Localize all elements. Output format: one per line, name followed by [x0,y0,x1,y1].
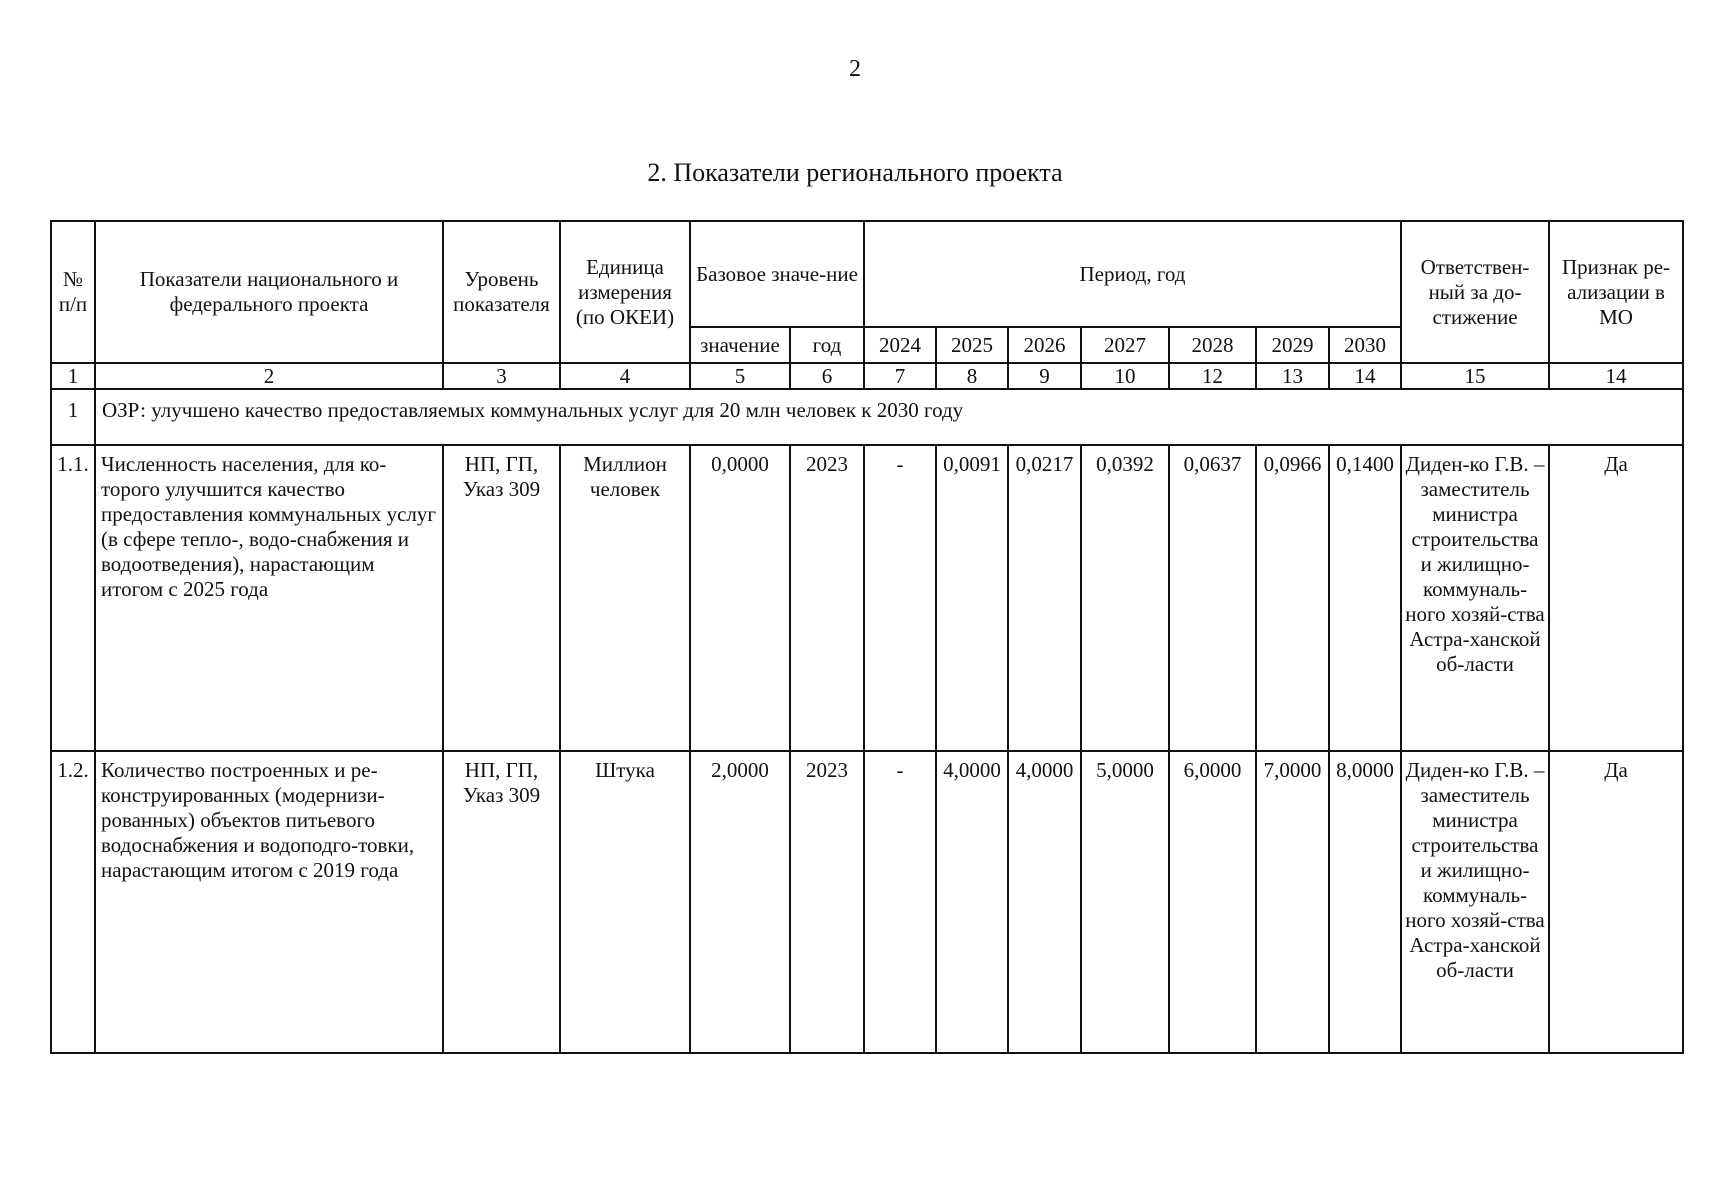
goal-text: ОЗР: улучшено качество предоставляемых коммунальных услуг для 20 млн человек к 2030 году [95,389,1683,445]
header-year: 2026 [1008,327,1081,363]
row-base-value: 0,0000 [690,445,790,751]
column-number: 2 [95,363,443,389]
column-number: 4 [560,363,690,389]
row-year-value: 5,0000 [1081,751,1169,1053]
header-year: 2024 [864,327,936,363]
column-number: 12 [1169,363,1256,389]
row-level: НП, ГП, Указ 309 [443,751,560,1053]
indicators-table-wrapper [50,220,1684,1054]
row-base-year: 2023 [790,445,864,751]
row-level: НП, ГП, Указ 309 [443,445,560,751]
row-mo: Да [1549,751,1683,1053]
header-mo: Признак ре-ализации в МО [1549,221,1683,363]
header-level: Уровень показателя [443,221,560,363]
header-period: Период, год [864,221,1401,327]
row-unit: Штука [560,751,690,1053]
indicators-table [50,220,1684,1054]
column-number-row [51,363,1683,389]
column-number: 14 [1549,363,1683,389]
row-year-value: 0,0637 [1169,445,1256,751]
row-base-value: 2,0000 [690,751,790,1053]
row-year-value: 0,0091 [936,445,1008,751]
header-year: 2028 [1169,327,1256,363]
page-number: 2 [849,56,861,82]
row-responsible: Диден-ко Г.В. – заместитель министра строительства и жилищно-коммуналь-ного хозяй-ства Астра-ханской об-ласти [1401,445,1549,751]
column-number: 5 [690,363,790,389]
header-year: 2025 [936,327,1008,363]
row-num: 1.2. [51,751,95,1053]
row-year-value: 0,0966 [1256,445,1329,751]
header-base-value: значение [690,327,790,363]
header-base-year: год [790,327,864,363]
header-responsible: Ответствен-ный за до-стижение [1401,221,1549,363]
row-base-year: 2023 [790,751,864,1053]
table-row [51,751,1683,1053]
goal-num: 1 [51,389,95,445]
header-num: № п/п [51,221,95,363]
column-number: 13 [1256,363,1329,389]
row-year-value: - [864,445,936,751]
table-row [51,445,1683,751]
column-number: 8 [936,363,1008,389]
row-year-value: 8,0000 [1329,751,1401,1053]
row-mo: Да [1549,445,1683,751]
section-title: 2. Показатели регионального проекта [647,158,1063,187]
row-indicator: Количество построенных и ре-конструированных (модернизи-рованных) объектов питьевого водоснабжения и водоподго-товки, нарастающим итогом с 2019 года [95,751,443,1053]
row-year-value: 4,0000 [1008,751,1081,1053]
header-row-main [51,221,1683,327]
row-year-value: - [864,751,936,1053]
column-number: 3 [443,363,560,389]
row-num: 1.1. [51,445,95,751]
row-year-value: 6,0000 [1169,751,1256,1053]
header-indicator: Показатели национального и федерального проекта [95,221,443,363]
row-unit: Миллион человек [560,445,690,751]
column-number: 9 [1008,363,1081,389]
column-number: 6 [790,363,864,389]
row-responsible: Диден-ко Г.В. – заместитель министра строительства и жилищно-коммуналь-ного хозяй-ства Астра-ханской об-ласти [1401,751,1549,1053]
header-base: Базовое значе-ние [690,221,864,327]
header-year: 2029 [1256,327,1329,363]
row-year-value: 0,1400 [1329,445,1401,751]
row-indicator: Численность населения, для ко-торого улучшится качество предоставления коммунальных услуг (в сфере тепло-, водо-снабжения и водоотведения), нарастающим итогом с 2025 года [95,445,443,751]
column-number: 15 [1401,363,1549,389]
row-year-value: 7,0000 [1256,751,1329,1053]
row-year-value: 0,0217 [1008,445,1081,751]
row-year-value: 4,0000 [936,751,1008,1053]
goal-row [51,389,1683,445]
row-year-value: 0,0392 [1081,445,1169,751]
header-unit: Единица измерения (по ОКЕИ) [560,221,690,363]
column-number: 10 [1081,363,1169,389]
header-year: 2030 [1329,327,1401,363]
column-number: 7 [864,363,936,389]
column-number: 1 [51,363,95,389]
header-year: 2027 [1081,327,1169,363]
column-number: 14 [1329,363,1401,389]
